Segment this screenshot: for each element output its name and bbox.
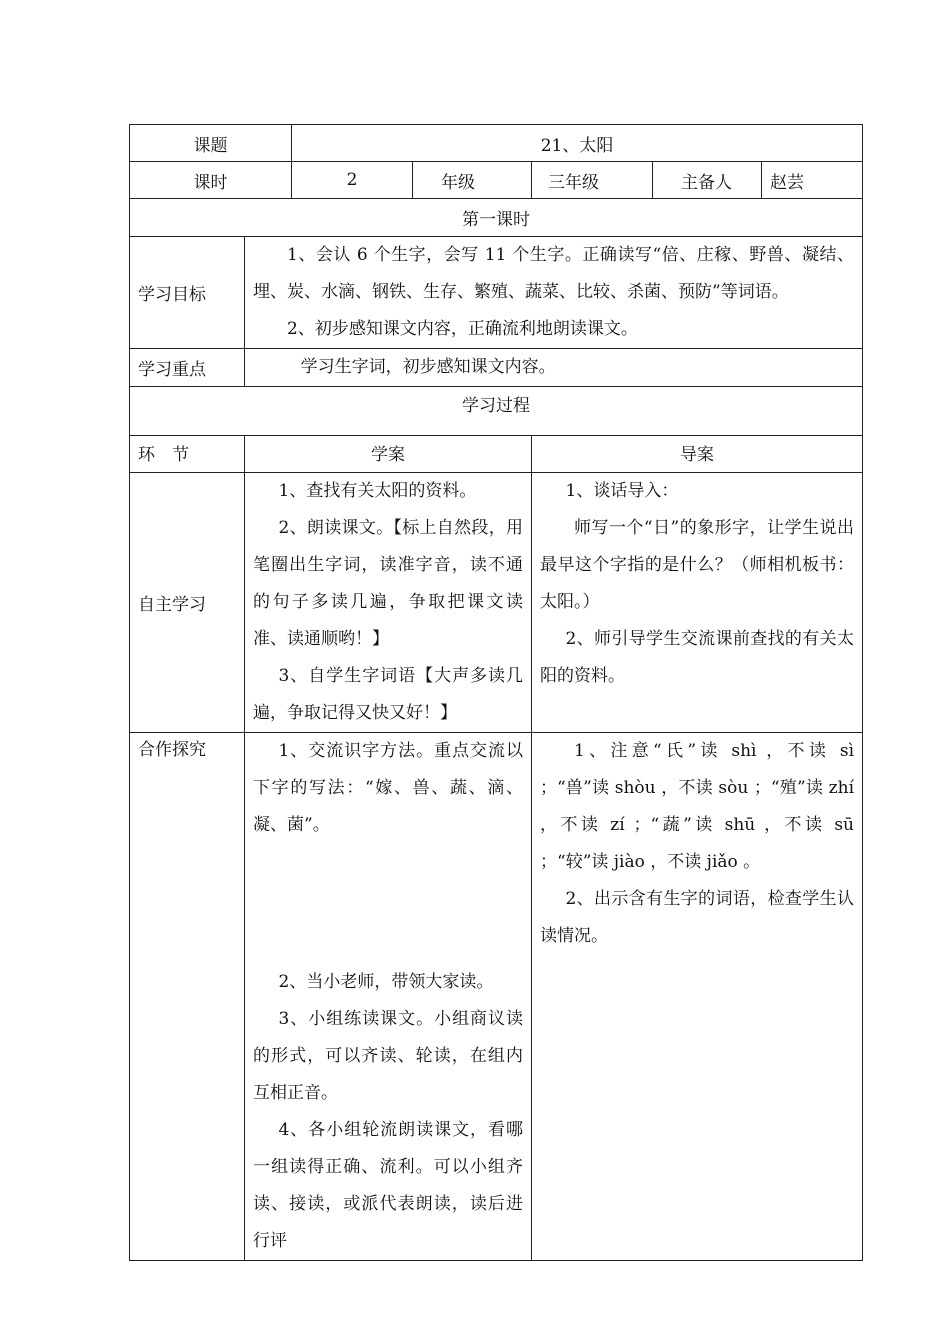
study-item: 1、查找有关太阳的资料。	[278, 481, 477, 501]
table-row	[130, 473, 863, 733]
study-item: 4、各小组轮流朗读课文，看哪一组读得正确、流利。可以小组齐读、接读，或派代表朗读，读后进行评	[253, 1120, 523, 1251]
focus-content	[245, 349, 863, 387]
guide-item: 1、注意“氏”读 shì ，不读 sì ；“兽”读 shòu ，不读 sòu ；“殖”读 zhí ，不读 zí ；“蔬”读 shū ，不读 sū ；“较”读 jiào ，不读 jiǎo 。	[540, 741, 855, 872]
meta-row	[130, 162, 863, 199]
topic-value: 21、太阳	[292, 125, 863, 162]
focus-label: 学习重点	[130, 349, 245, 387]
spacer	[253, 844, 523, 964]
stage-header: 环 节	[130, 436, 245, 473]
study-item: 3、自学生字词语【大声多读几遍，争取记得又快又好！】	[253, 666, 523, 723]
focus-row	[130, 349, 863, 387]
process-title: 学习过程	[130, 387, 863, 436]
table-row	[130, 733, 863, 1261]
guide-item: 师写一个“日”的象形字，让学生说出最早这个字指的是什么？（师相机板书：太阳。）	[540, 518, 855, 612]
guide-cell	[532, 733, 863, 1261]
period-value: 2	[292, 162, 413, 199]
study-cell	[245, 733, 532, 1261]
objective-item: 1、会认 6 个生字，会写 11 个生字。正确读写“倍、庄稼、野兽、凝结、埋、炭、水滴、钢铁、生存、繁殖、蔬菜、比较、杀菌、预防”等词语。	[253, 245, 855, 302]
stage-cell: 合作探究	[130, 733, 245, 1261]
study-cell	[245, 473, 532, 733]
lesson-title: 第一课时	[130, 199, 863, 237]
study-item: 3、小组练读课文。小组商议读的形式，可以齐读、轮读，在组内互相正音。	[253, 1009, 523, 1103]
preparer-value: 赵芸	[762, 162, 863, 199]
column-header-row	[130, 436, 863, 473]
guide-item: 2、师引导学生交流课前查找的有关太阳的资料。	[540, 629, 855, 686]
guide-item: 2、出示含有生字的词语，检查学生认读情况。	[540, 889, 855, 946]
study-header: 学案	[245, 436, 532, 473]
objective-item: 2、初步感知课文内容，正确流利地朗读课文。	[287, 319, 638, 339]
study-item: 1、交流识字方法。重点交流以下字的写法：“嫁、兽、蔬、滴、凝、菌”。	[253, 741, 523, 835]
objectives-label: 学习目标	[130, 237, 245, 349]
study-item: 2、朗读课文。【标上自然段，用笔圈出生字词，读准字音，读不通的句子多读几遍，争取把课文读准、读通顺哟！】	[253, 518, 523, 649]
guide-cell	[532, 473, 863, 733]
study-item: 2、当小老师，带领大家读。	[278, 972, 494, 992]
process-title-row	[130, 387, 863, 436]
guide-header: 导案	[532, 436, 863, 473]
topic-row	[130, 125, 863, 162]
guide-item: 1、谈话导入：	[565, 481, 679, 501]
period-label: 课时	[130, 162, 292, 199]
lesson-title-row	[130, 199, 863, 237]
objectives-content	[245, 237, 863, 349]
objectives-row	[130, 237, 863, 349]
topic-label: 课题	[130, 125, 292, 162]
grade-value: 三年级	[532, 162, 653, 199]
lesson-plan-table	[129, 124, 863, 1261]
focus-text: 学习生字词，初步感知课文内容。	[300, 357, 556, 377]
stage-cell: 自主学习	[130, 473, 245, 733]
preparer-label: 主备人	[653, 162, 762, 199]
grade-label: 年级	[413, 162, 532, 199]
